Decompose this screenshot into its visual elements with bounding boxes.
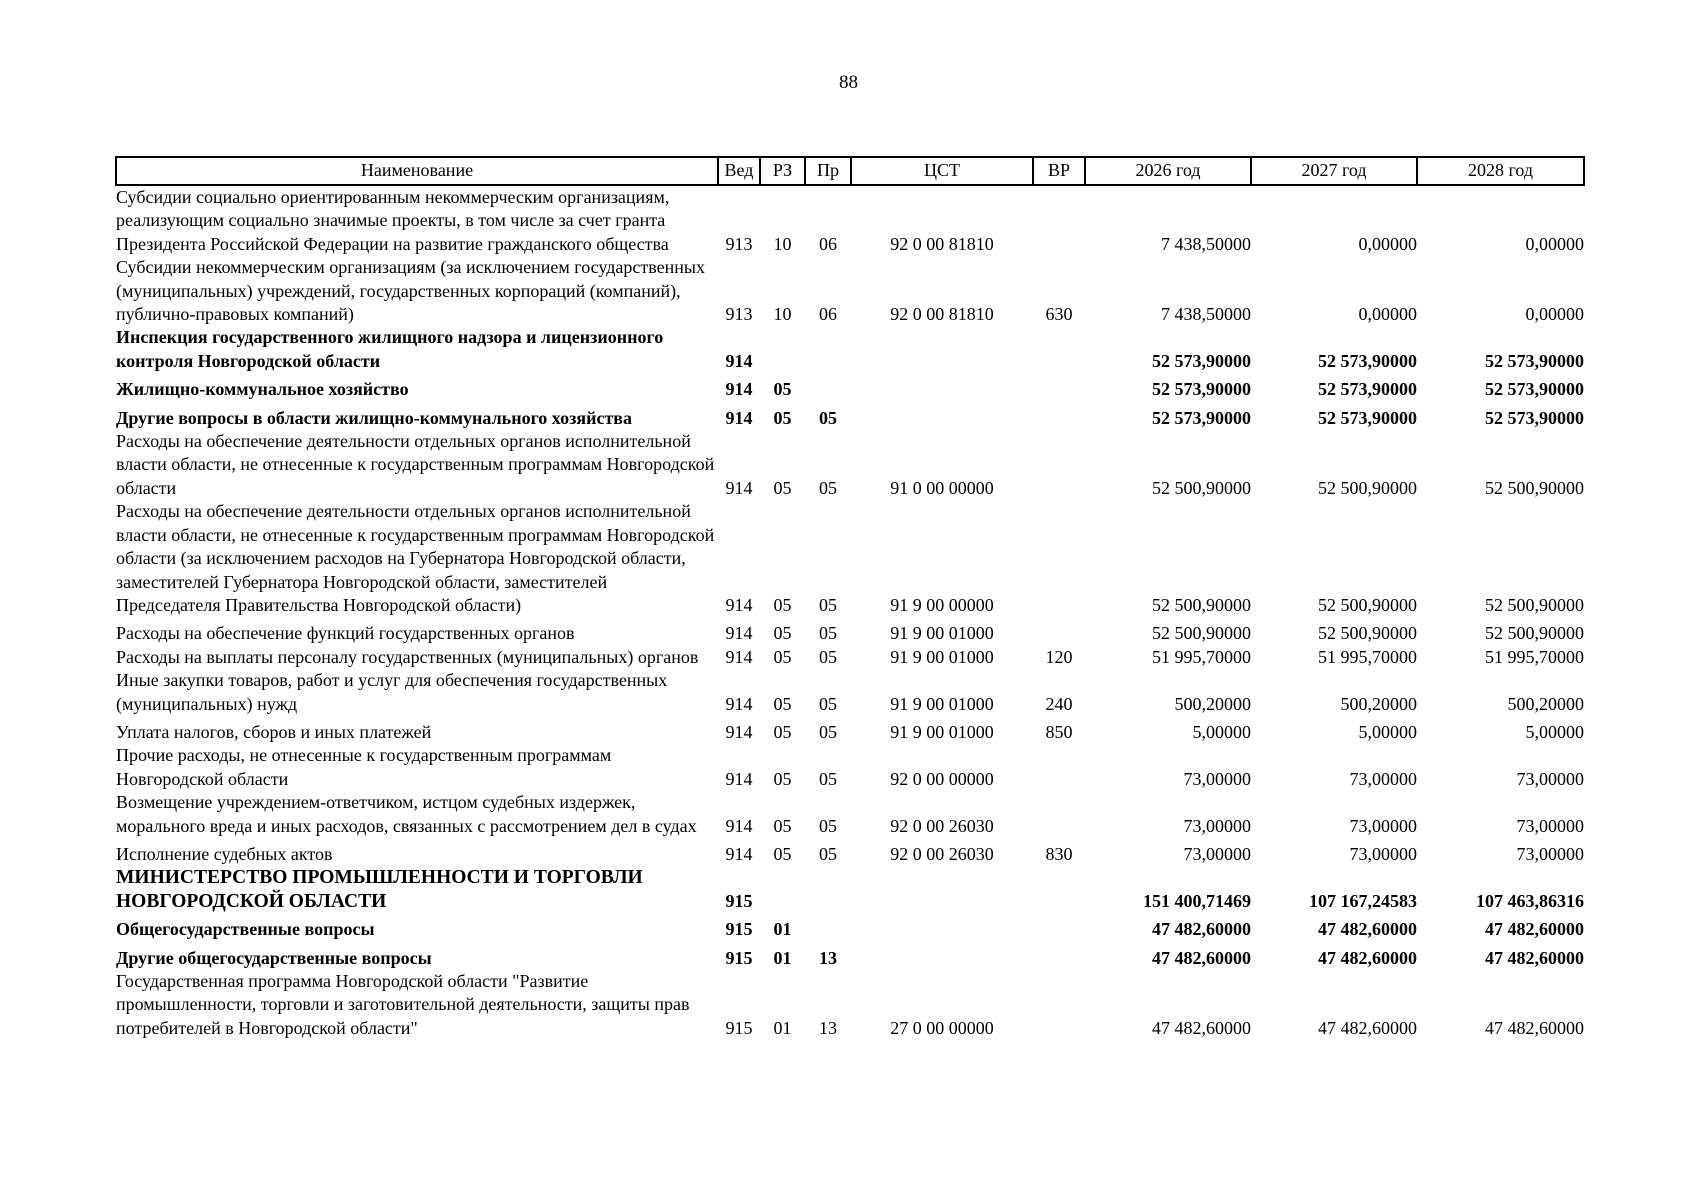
row-vr bbox=[1033, 402, 1085, 430]
row-2028: 0,00000 bbox=[1525, 233, 1584, 254]
row-ved: 914 bbox=[725, 379, 753, 400]
row-cst: 92 0 00 81810 bbox=[890, 233, 994, 254]
row-2026: 7 438,50000 bbox=[1161, 233, 1251, 254]
table-row bbox=[116, 185, 1584, 256]
row-2028: 52 573,90000 bbox=[1485, 407, 1584, 428]
row-vr bbox=[1033, 326, 1085, 373]
row-vr: 120 bbox=[1045, 646, 1073, 667]
row-rz bbox=[760, 326, 805, 373]
row-2027: 47 482,60000 bbox=[1318, 1017, 1417, 1038]
row-2026: 7 438,50000 bbox=[1161, 304, 1251, 325]
table-row bbox=[116, 866, 1584, 913]
row-rz: 05 bbox=[773, 407, 792, 428]
row-2026: 52 500,90000 bbox=[1152, 594, 1251, 615]
header-name: Наименование bbox=[116, 157, 718, 185]
row-cst: 91 9 00 01000 bbox=[890, 693, 994, 714]
row-name: Другие вопросы в области жилищно-коммунального хозяйства bbox=[116, 407, 633, 428]
row-pr: 05 bbox=[819, 843, 837, 864]
row-2028: 52 500,90000 bbox=[1485, 623, 1584, 644]
page-number: 88 bbox=[839, 72, 858, 93]
row-ved: 914 bbox=[725, 843, 753, 864]
row-ved: 915 bbox=[725, 1017, 753, 1038]
row-2028: 52 573,90000 bbox=[1485, 350, 1584, 371]
row-2026: 73,00000 bbox=[1183, 843, 1251, 864]
table-header bbox=[116, 157, 1584, 185]
row-2026: 52 500,90000 bbox=[1152, 623, 1251, 644]
table-row bbox=[116, 500, 1584, 617]
row-cst bbox=[851, 866, 1033, 913]
row-name: Прочие расходы, не отнесенные к государственным программам Новгородской области bbox=[116, 745, 612, 789]
header-2028: 2028 год bbox=[1417, 157, 1584, 185]
row-pr: 05 bbox=[819, 623, 837, 644]
row-2027: 5,00000 bbox=[1358, 721, 1417, 742]
table-row bbox=[116, 617, 1584, 645]
row-rz: 10 bbox=[773, 304, 792, 325]
row-2026: 52 500,90000 bbox=[1152, 477, 1251, 498]
row-2026: 5,00000 bbox=[1192, 721, 1251, 742]
row-pr: 05 bbox=[819, 477, 837, 498]
header-rz: РЗ bbox=[760, 157, 805, 185]
row-2028: 47 482,60000 bbox=[1485, 919, 1584, 940]
row-pr bbox=[805, 913, 851, 941]
row-2026: 47 482,60000 bbox=[1152, 919, 1251, 940]
row-2028: 73,00000 bbox=[1516, 843, 1584, 864]
row-2026: 73,00000 bbox=[1183, 768, 1251, 789]
row-pr: 13 bbox=[819, 1017, 837, 1038]
row-vr bbox=[1033, 500, 1085, 617]
row-2028: 107 463,86316 bbox=[1476, 890, 1584, 911]
row-2027: 73,00000 bbox=[1349, 768, 1417, 789]
row-name: Жилищно-коммунальное хозяйство bbox=[116, 379, 409, 400]
row-pr: 06 bbox=[819, 304, 837, 325]
row-2028: 52 500,90000 bbox=[1485, 477, 1584, 498]
table-row bbox=[116, 791, 1584, 838]
row-2026: 47 482,60000 bbox=[1152, 947, 1251, 968]
row-ved: 914 bbox=[725, 646, 753, 667]
row-vr bbox=[1033, 942, 1085, 970]
row-vr bbox=[1033, 866, 1085, 913]
row-rz: 05 bbox=[773, 843, 792, 864]
row-rz: 05 bbox=[773, 646, 792, 667]
row-name: Уплата налогов, сборов и иных платежей bbox=[116, 721, 432, 742]
row-name: Возмещение учреждением-ответчиком, истцом судебных издержек, морального вреда и иных расходов, связанных с рассмотрением дел в судах bbox=[116, 792, 697, 836]
row-cst: 27 0 00 00000 bbox=[890, 1017, 994, 1038]
row-cst bbox=[851, 373, 1033, 401]
table-row bbox=[116, 402, 1584, 430]
row-name: Иные закупки товаров, работ и услуг для обеспечения государственных (муниципальных) нужд bbox=[116, 670, 668, 714]
header-ved: Вед bbox=[718, 157, 760, 185]
row-2027: 52 500,90000 bbox=[1318, 623, 1417, 644]
row-vr: 240 bbox=[1045, 693, 1073, 714]
row-rz: 01 bbox=[773, 947, 792, 968]
row-2027: 500,20000 bbox=[1340, 693, 1417, 714]
row-rz: 01 bbox=[773, 919, 792, 940]
row-cst bbox=[851, 942, 1033, 970]
row-2027: 47 482,60000 bbox=[1318, 947, 1417, 968]
row-2026: 52 573,90000 bbox=[1152, 350, 1251, 371]
row-2028: 5,00000 bbox=[1525, 721, 1584, 742]
row-cst: 92 0 00 26030 bbox=[890, 815, 994, 836]
row-pr: 05 bbox=[819, 693, 837, 714]
row-rz: 05 bbox=[773, 721, 792, 742]
row-2027: 52 500,90000 bbox=[1318, 477, 1417, 498]
row-2026: 51 995,70000 bbox=[1152, 646, 1251, 667]
row-ved: 914 bbox=[725, 407, 753, 428]
row-cst: 91 9 00 01000 bbox=[890, 623, 994, 644]
row-ved: 913 bbox=[725, 304, 753, 325]
row-ved: 915 bbox=[725, 919, 753, 940]
row-cst: 92 0 00 00000 bbox=[890, 768, 994, 789]
row-2027: 107 167,24583 bbox=[1309, 890, 1417, 911]
row-name: Расходы на обеспечение функций государственных органов bbox=[116, 623, 575, 644]
row-rz: 05 bbox=[773, 623, 792, 644]
row-2028: 52 573,90000 bbox=[1485, 379, 1584, 400]
row-2027: 52 573,90000 bbox=[1318, 379, 1417, 400]
table-row bbox=[116, 646, 1584, 669]
row-cst: 91 9 00 01000 bbox=[890, 721, 994, 742]
row-vr: 850 bbox=[1045, 721, 1073, 742]
table-row bbox=[116, 970, 1584, 1040]
row-rz: 05 bbox=[773, 693, 792, 714]
table-row bbox=[116, 430, 1584, 500]
row-ved: 914 bbox=[725, 815, 753, 836]
row-vr: 630 bbox=[1045, 304, 1073, 325]
row-2028: 73,00000 bbox=[1516, 815, 1584, 836]
header-vr: ВР bbox=[1033, 157, 1085, 185]
row-2027: 51 995,70000 bbox=[1318, 646, 1417, 667]
row-ved: 915 bbox=[725, 890, 753, 911]
row-rz: 10 bbox=[773, 233, 792, 254]
row-name: Субсидии некоммерческим организациям (за исключением государственных (муниципальных) учреждений, государственных корпораций (компаний), публично-правовых компаний) bbox=[116, 257, 706, 325]
row-2027: 0,00000 bbox=[1358, 233, 1417, 254]
budget-table bbox=[115, 156, 1585, 1040]
row-2027: 0,00000 bbox=[1358, 304, 1417, 325]
row-vr bbox=[1033, 185, 1085, 256]
header-2026: 2026 год bbox=[1085, 157, 1251, 185]
row-rz: 05 bbox=[773, 379, 792, 400]
row-pr: 05 bbox=[819, 768, 837, 789]
row-name: Исполнение судебных актов bbox=[116, 843, 333, 864]
row-2026: 52 573,90000 bbox=[1152, 407, 1251, 428]
row-2027: 73,00000 bbox=[1349, 815, 1417, 836]
row-vr bbox=[1033, 373, 1085, 401]
header-pr: Пр bbox=[805, 157, 851, 185]
row-2027: 47 482,60000 bbox=[1318, 919, 1417, 940]
row-ved: 914 bbox=[725, 477, 753, 498]
row-cst: 91 0 00 00000 bbox=[890, 477, 994, 498]
row-name: Общегосударственные вопросы bbox=[116, 919, 375, 940]
row-ved: 914 bbox=[725, 623, 753, 644]
row-2028: 73,00000 bbox=[1516, 768, 1584, 789]
row-cst: 92 0 00 26030 bbox=[890, 843, 994, 864]
row-cst: 91 9 00 00000 bbox=[890, 594, 994, 615]
row-rz: 05 bbox=[773, 477, 792, 498]
row-2027: 52 500,90000 bbox=[1318, 594, 1417, 615]
table-row bbox=[116, 838, 1584, 866]
row-2027: 52 573,90000 bbox=[1318, 350, 1417, 371]
row-ved: 914 bbox=[725, 350, 753, 371]
row-pr: 13 bbox=[819, 947, 837, 968]
header-2027: 2027 год bbox=[1251, 157, 1417, 185]
row-vr bbox=[1033, 791, 1085, 838]
header-cst: ЦСТ bbox=[851, 157, 1033, 185]
row-pr: 05 bbox=[819, 646, 837, 667]
row-2026: 73,00000 bbox=[1183, 815, 1251, 836]
row-vr bbox=[1033, 617, 1085, 645]
row-pr: 05 bbox=[819, 594, 837, 615]
row-name: Расходы на обеспечение деятельности отдельных органов исполнительной власти области, не отнесенные к государственным программам Новгородской области bbox=[116, 431, 715, 498]
row-pr bbox=[805, 373, 851, 401]
table-row bbox=[116, 669, 1584, 716]
row-cst bbox=[851, 402, 1033, 430]
table-row bbox=[116, 256, 1584, 326]
row-ved: 914 bbox=[725, 693, 753, 714]
table-row bbox=[116, 326, 1584, 373]
row-pr bbox=[805, 866, 851, 913]
row-2028: 51 995,70000 bbox=[1485, 646, 1584, 667]
row-rz bbox=[760, 866, 805, 913]
table-row bbox=[116, 716, 1584, 744]
row-name: Государственная программа Новгородской области "Развитие промышленности, торговли и заготовительной деятельности, защиты прав потребителей в Новгородской области" bbox=[116, 971, 690, 1038]
row-cst bbox=[851, 913, 1033, 941]
row-name: Другие общегосударственные вопросы bbox=[116, 947, 432, 968]
row-2026: 52 573,90000 bbox=[1152, 379, 1251, 400]
row-name: Инспекция государственного жилищного надзора и лицензионного контроля Новгородской области bbox=[116, 327, 664, 371]
row-cst bbox=[851, 326, 1033, 373]
row-ved: 914 bbox=[725, 594, 753, 615]
row-2028: 52 500,90000 bbox=[1485, 594, 1584, 615]
table-row bbox=[116, 744, 1584, 791]
row-pr: 05 bbox=[819, 407, 837, 428]
row-name: МИНИСТЕРСТВО ПРОМЫШЛЕННОСТИ И ТОРГОВЛИ НОВГОРОДСКОЙ ОБЛАСТИ bbox=[116, 867, 643, 912]
table-row bbox=[116, 913, 1584, 941]
row-pr bbox=[805, 326, 851, 373]
row-2027: 52 573,90000 bbox=[1318, 407, 1417, 428]
row-rz: 05 bbox=[773, 768, 792, 789]
row-2028: 500,20000 bbox=[1507, 693, 1584, 714]
row-pr: 05 bbox=[819, 721, 837, 742]
row-ved: 914 bbox=[725, 721, 753, 742]
row-ved: 915 bbox=[725, 947, 753, 968]
row-2026: 500,20000 bbox=[1174, 693, 1251, 714]
row-rz: 01 bbox=[773, 1017, 792, 1038]
row-vr: 830 bbox=[1045, 843, 1073, 864]
row-rz: 05 bbox=[773, 815, 792, 836]
row-rz: 05 bbox=[773, 594, 792, 615]
row-vr bbox=[1033, 744, 1085, 791]
row-vr bbox=[1033, 430, 1085, 500]
table-row bbox=[116, 942, 1584, 970]
row-2028: 47 482,60000 bbox=[1485, 947, 1584, 968]
table-row bbox=[116, 373, 1584, 401]
row-2028: 47 482,60000 bbox=[1485, 1017, 1584, 1038]
row-vr bbox=[1033, 970, 1085, 1040]
row-2026: 151 400,71469 bbox=[1143, 890, 1251, 911]
row-cst: 92 0 00 81810 bbox=[890, 304, 994, 325]
row-pr: 05 bbox=[819, 815, 837, 836]
row-2028: 0,00000 bbox=[1525, 304, 1584, 325]
row-2027: 73,00000 bbox=[1349, 843, 1417, 864]
row-name: Субсидии социально ориентированным некоммерческим организациям, реализующим социально значимые проекты, в том числе за счет гранта Президента Российской Федерации на развитие гражданского общества bbox=[116, 187, 670, 254]
row-name: Расходы на обеспечение деятельности отдельных органов исполнительной власти области, не отнесенные к государственным программам Новгородской области (за исключением расходов на Губернатора Новгородской области, заместителей Губернатора Новгородской области, заместителей Председателя Правительства Новгородской области) bbox=[116, 501, 715, 615]
row-ved: 913 bbox=[725, 233, 753, 254]
row-pr: 06 bbox=[819, 233, 837, 254]
row-vr bbox=[1033, 913, 1085, 941]
row-2026: 47 482,60000 bbox=[1152, 1017, 1251, 1038]
row-ved: 914 bbox=[725, 768, 753, 789]
row-name: Расходы на выплаты персоналу государственных (муниципальных) органов bbox=[116, 646, 699, 667]
row-cst: 91 9 00 01000 bbox=[890, 646, 994, 667]
